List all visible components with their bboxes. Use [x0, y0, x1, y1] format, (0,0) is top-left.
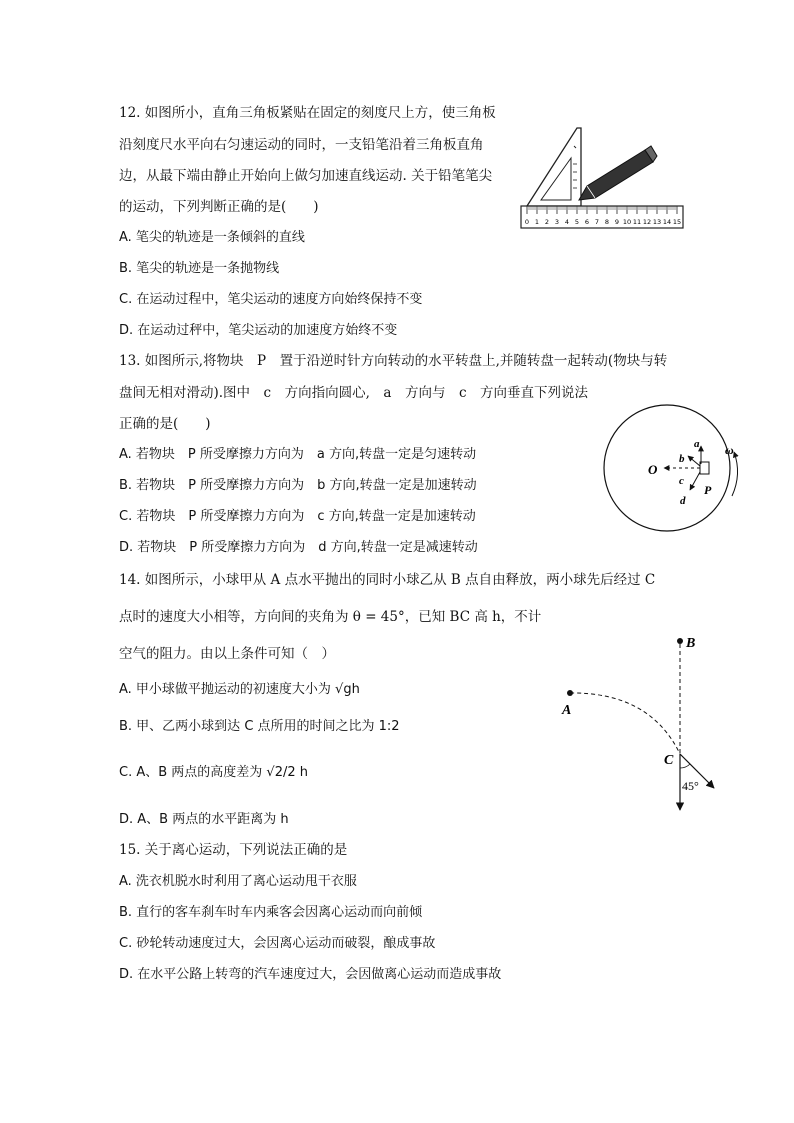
q13-option-d: D. 若物块 P 所受摩擦力方向为 d 方向,转盘一定是减速转动 [119, 540, 478, 555]
q12-figure [519, 124, 689, 234]
q12-stem-line3: 边，从最下端由静止开始向上做匀加速直线运动. 关于铅笔笔尖 [119, 168, 493, 184]
ruler-tick-label: 12 [642, 218, 652, 226]
q13-option-b: B. 若物块 P 所受摩擦力方向为 b 方向,转盘一定是加速转动 [119, 478, 477, 493]
ruler-tick-label: 11 [632, 218, 642, 226]
q14-option-d: D. A、B 两点的水平距离为 h [119, 812, 289, 827]
ruler-tick-label: 2 [544, 218, 550, 226]
ruler-tick-label: 10 [622, 218, 632, 226]
label-A: A [562, 703, 572, 718]
label-a: a [694, 438, 700, 450]
label-omega: ω [725, 443, 734, 457]
ruler-tick-label: 3 [554, 218, 560, 226]
ruler-tick-label: 15 [672, 218, 682, 226]
q12-stem-line2: 沿刻度尺水平向右匀速运动的同时，一支铅笔沿着三角板直角 [119, 137, 484, 153]
ruler-tick-label: 8 [604, 218, 610, 226]
q13-stem-line3: 正确的是( ) [119, 416, 211, 432]
label-O: O [648, 462, 658, 477]
ruler-tick-label: 1 [534, 218, 540, 226]
ruler-tick-label: 9 [614, 218, 620, 226]
q15-option-a: A. 洗衣机脱水时利用了离心运动甩干衣服 [119, 874, 357, 889]
label-B: B [686, 636, 696, 651]
q12-option-d: D. 在运动过秤中，笔尖运动的加速度方始终不变 [119, 323, 398, 338]
pencil-icon [579, 146, 657, 200]
q15-stem-line1: 15. 关于离心运动，下列说法正确的是 [119, 842, 348, 858]
ruler-tick-label: 4 [564, 218, 570, 226]
q14-stem-line1: 14. 如图所示，小球甲从 A 点水平抛出的同时小球乙从 B 点自由释放，两小球先后经过 C [119, 572, 656, 588]
q13-option-c: C. 若物块 P 所受摩擦力方向为 c 方向,转盘一定是加速转动 [119, 509, 476, 524]
ruler-tick-label: 13 [652, 218, 662, 226]
q14-stem-line2: 点时的速度大小相等，方向间的夹角为 θ = 45°，已知 BC 高 h，不计 [119, 609, 542, 625]
q14-option-a: A. 甲小球做平抛运动的初速度大小为 √gh [119, 682, 360, 697]
q14-stem-line3: 空气的阻力。由以上条件可知（ ） [119, 646, 335, 662]
ruler-tick-label: 14 [662, 218, 672, 226]
q15-option-b: B. 直行的客车刹车时车内乘客会因离心运动而向前倾 [119, 905, 423, 920]
q12-option-b: B. 笔尖的轨迹是一条抛物线 [119, 261, 280, 276]
q14-figure [560, 630, 730, 815]
q13-stem-line1: 13. 如图所示,将物块 P 置于沿逆时针方向转动的水平转盘上,并随转盘一起转动(物块与转 [119, 353, 668, 369]
q14-option-c: C. A、B 两点的高度差为 √2/2 h [119, 765, 308, 780]
label-d: d [680, 495, 686, 507]
ruler-tick-label: 5 [574, 218, 580, 226]
q12-stem-line1: 12. 如图所小，直角三角板紧贴在固定的刻度尺上方，使三角板 [119, 105, 496, 121]
label-P: P [704, 483, 712, 497]
ruler-tick-label: 7 [594, 218, 600, 226]
label-angle: 45° [682, 779, 699, 793]
ruler-tick-label: 6 [584, 218, 590, 226]
q15-option-c: C. 砂轮转动速度过大，会因离心运动而破裂，酿成事故 [119, 936, 436, 951]
q12-option-c: C. 在运动过程中，笔尖运动的速度方向始终保持不变 [119, 292, 423, 307]
q12-stem-line4: 的运动，下列判断正确的是( ) [119, 199, 319, 215]
q14-option-b: B. 甲、乙两小球到达 C 点所用的时间之比为 1:2 [119, 719, 400, 734]
label-c: c [679, 475, 684, 487]
q13-figure [600, 404, 750, 534]
q13-option-a: A. 若物块 P 所受摩擦力方向为 a 方向,转盘一定是匀速转动 [119, 447, 477, 462]
q15-option-d: D. 在水平公路上转弯的汽车速度过大，会因做离心运动而造成事故 [119, 967, 502, 982]
label-b: b [679, 453, 685, 465]
label-C: C [664, 753, 674, 768]
ruler-tick-label: 0 [524, 218, 530, 226]
q13-stem-line2: 盘间无相对滑动).图中 c 方向指向圆心, a 方向与 c 方向垂直下列说法 [119, 385, 589, 401]
q12-option-a: A. 笔尖的轨迹是一条倾斜的直线 [119, 230, 305, 245]
